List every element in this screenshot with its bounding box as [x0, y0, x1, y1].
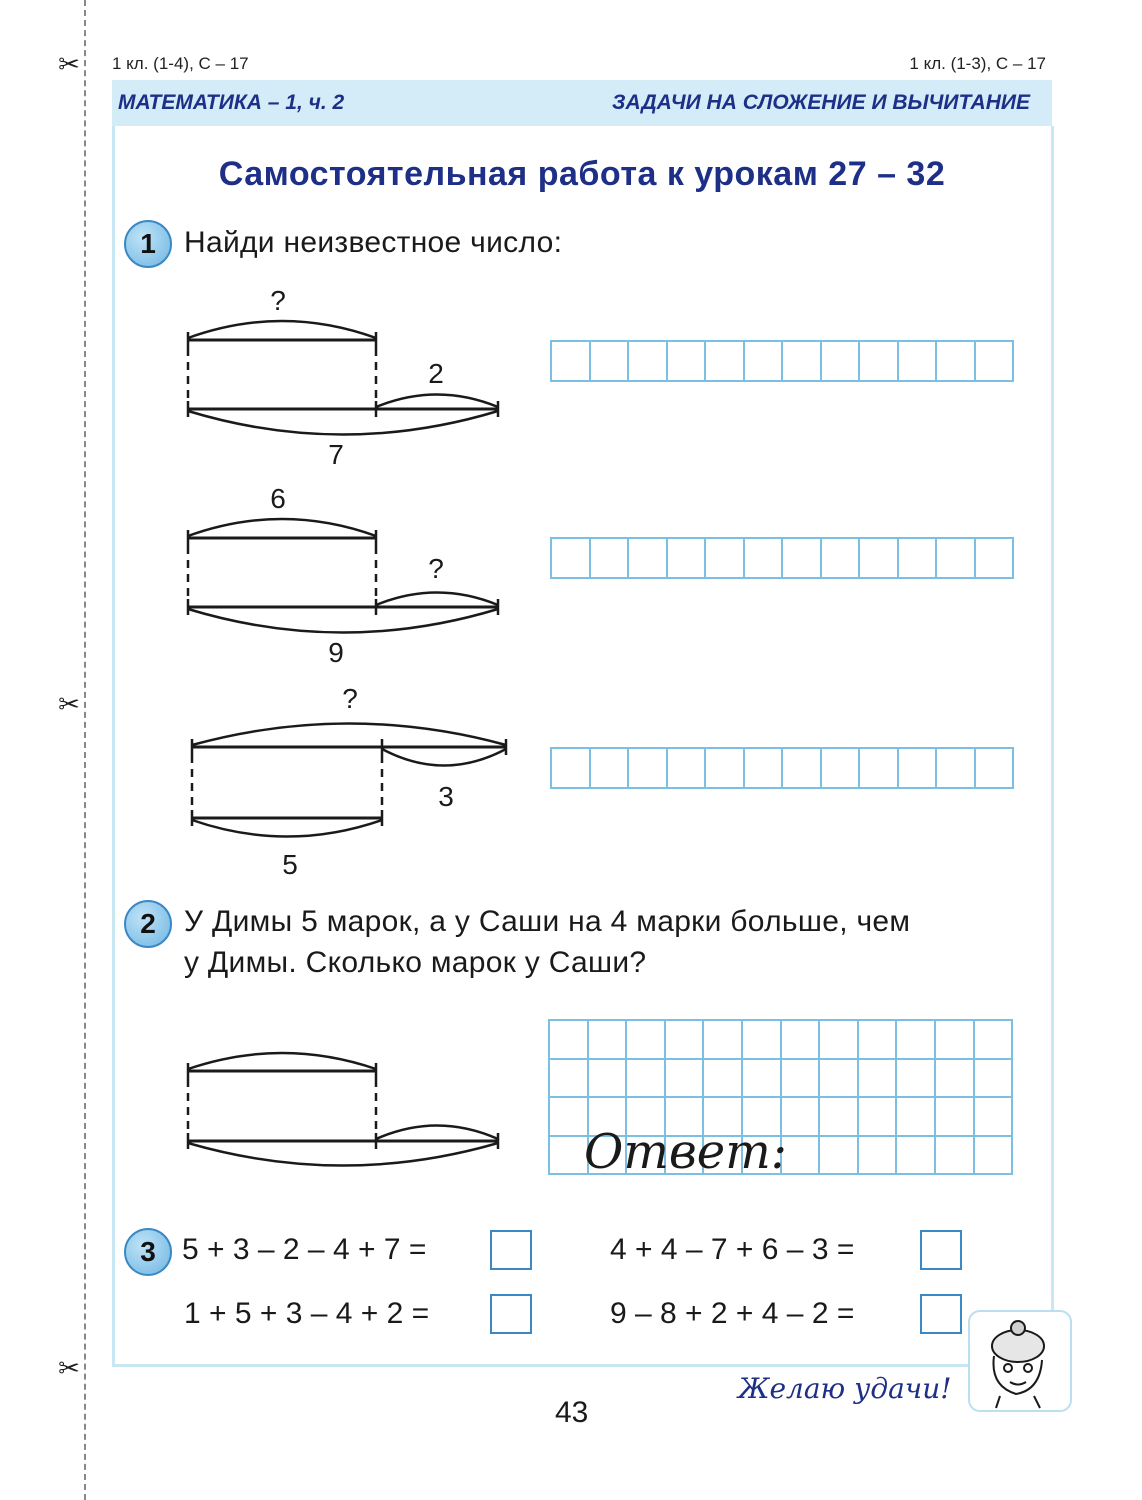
segment-diagram-task2 — [170, 1010, 520, 1180]
grid-cell[interactable] — [552, 342, 591, 382]
grid-cell[interactable] — [591, 749, 630, 789]
grid-cell[interactable] — [745, 749, 784, 789]
scissors-icon: ✂ — [58, 690, 80, 720]
grid-cell[interactable] — [704, 1021, 743, 1060]
grid-cell[interactable] — [860, 539, 899, 579]
good-luck-text: Желаю удачи! — [738, 1372, 952, 1405]
diagram-top-label: ? — [270, 285, 286, 316]
grid-cell[interactable] — [783, 342, 822, 382]
grid-cell[interactable] — [897, 1021, 936, 1060]
grid-cell[interactable] — [552, 539, 591, 579]
grid-cell[interactable] — [745, 342, 784, 382]
answer-box[interactable] — [920, 1230, 962, 1270]
grid-cell[interactable] — [627, 1060, 666, 1099]
grid-cell[interactable] — [897, 1137, 936, 1176]
diagram-small-label: 2 — [428, 358, 444, 389]
grid-cell[interactable] — [743, 1060, 782, 1099]
grid-cell[interactable] — [820, 1137, 859, 1176]
grid-cell[interactable] — [666, 1021, 705, 1060]
grid-cell[interactable] — [976, 749, 1015, 789]
diagram-bottom-label: 5 — [282, 849, 298, 878]
expression-3: 1 + 5 + 3 – 4 + 2 = — [184, 1297, 430, 1330]
grid-cell[interactable] — [937, 342, 976, 382]
grid-cell[interactable] — [666, 1060, 705, 1099]
grid-cell[interactable] — [937, 749, 976, 789]
grid-cell[interactable] — [550, 1098, 589, 1137]
grid-cell[interactable] — [552, 749, 591, 789]
answer-cells[interactable] — [550, 747, 1014, 789]
grid-cell[interactable] — [782, 1060, 821, 1099]
scissors-icon: ✂ — [58, 50, 80, 80]
grid-cell[interactable] — [975, 1137, 1014, 1176]
grid-cell[interactable] — [591, 342, 630, 382]
task1-text: Найди неизвестное число: — [184, 226, 563, 259]
grid-cell[interactable] — [976, 342, 1015, 382]
task2-line1: У Димы 5 марок, а у Саши на 4 марки больше, чем — [184, 905, 911, 938]
answer-box[interactable] — [920, 1294, 962, 1334]
grid-cell[interactable] — [783, 539, 822, 579]
diagram-small-label: ? — [428, 553, 444, 584]
grid-cell[interactable] — [975, 1098, 1014, 1137]
diagram-bottom-label: 9 — [328, 637, 344, 668]
grid-cell[interactable] — [668, 342, 707, 382]
grid-cell[interactable] — [822, 539, 861, 579]
grid-cell[interactable] — [668, 749, 707, 789]
grid-cell[interactable] — [629, 749, 668, 789]
task-number-badge: 3 — [124, 1228, 172, 1276]
grid-cell[interactable] — [897, 1098, 936, 1137]
grid-cell[interactable] — [860, 749, 899, 789]
grid-cell[interactable] — [782, 1021, 821, 1060]
grid-cell[interactable] — [820, 1098, 859, 1137]
grid-cell[interactable] — [975, 1021, 1014, 1060]
expression-1: 5 + 3 – 2 – 4 + 7 = — [182, 1233, 427, 1266]
grid-cell[interactable] — [589, 1060, 628, 1099]
mascot-frame — [968, 1310, 1072, 1412]
grid-cell[interactable] — [937, 539, 976, 579]
right-code: 1 кл. (1-3), С – 17 — [909, 54, 1046, 73]
answer-cells[interactable] — [550, 340, 1014, 382]
grid-cell[interactable] — [591, 539, 630, 579]
grid-cell[interactable] — [629, 342, 668, 382]
grid-cell[interactable] — [550, 1060, 589, 1099]
cut-line — [84, 0, 86, 1500]
grid-cell[interactable] — [936, 1021, 975, 1060]
grid-cell[interactable] — [859, 1060, 898, 1099]
grid-cell[interactable] — [706, 342, 745, 382]
grid-cell[interactable] — [936, 1137, 975, 1176]
grid-cell[interactable] — [704, 1060, 743, 1099]
expression-2: 4 + 4 – 7 + 6 – 3 = — [610, 1233, 855, 1266]
grid-cell[interactable] — [627, 1021, 666, 1060]
page-title: Самостоятельная работа к урокам 27 – 32 — [218, 155, 946, 193]
grid-cell[interactable] — [976, 539, 1015, 579]
grid-cell[interactable] — [820, 1060, 859, 1099]
grid-cell[interactable] — [859, 1137, 898, 1176]
task-number-badge: 2 — [124, 900, 172, 948]
scissors-icon: ✂ — [58, 1354, 80, 1384]
grid-cell[interactable] — [936, 1060, 975, 1099]
diagram-bottom-label: 7 — [328, 439, 344, 470]
left-code: 1 кл. (1-4), С – 17 — [112, 54, 249, 73]
page-number: 43 — [555, 1396, 589, 1429]
grid-cell[interactable] — [936, 1098, 975, 1137]
segment-diagram-3 — [170, 678, 530, 878]
grid-cell[interactable] — [859, 1021, 898, 1060]
grid-cell[interactable] — [860, 342, 899, 382]
answer-box[interactable] — [490, 1230, 532, 1270]
task-number-badge: 1 — [124, 220, 172, 268]
grid-cell[interactable] — [550, 1021, 589, 1060]
subject-label: МАТЕМАТИКА – 1, ч. 2 — [118, 91, 345, 114]
diagram-small-label: 3 — [438, 781, 454, 812]
grid-cell[interactable] — [782, 1137, 821, 1176]
segment-diagram-2 — [170, 478, 520, 678]
grid-cell[interactable] — [859, 1098, 898, 1137]
grid-cell[interactable] — [706, 539, 745, 579]
diagram-top-label: ? — [342, 683, 358, 714]
grid-cell[interactable] — [550, 1137, 589, 1176]
grid-cell[interactable] — [782, 1098, 821, 1137]
expression-4: 9 – 8 + 2 + 4 – 2 = — [610, 1297, 855, 1330]
grid-cell[interactable] — [899, 539, 938, 579]
grid-cell[interactable] — [822, 749, 861, 789]
boy-face-icon — [970, 1312, 1070, 1410]
grid-cell[interactable] — [589, 1021, 628, 1060]
grid-cell[interactable] — [975, 1060, 1014, 1099]
grid-cell[interactable] — [668, 539, 707, 579]
answer-cells[interactable] — [550, 537, 1014, 579]
grid-cell[interactable] — [783, 749, 822, 789]
grid-cell[interactable] — [899, 749, 938, 789]
answer-box[interactable] — [490, 1294, 532, 1334]
grid-cell[interactable] — [897, 1060, 936, 1099]
task2-line2: у Димы. Сколько марок у Саши? — [184, 946, 647, 979]
grid-cell[interactable] — [629, 539, 668, 579]
topic-label: ЗАДАЧИ НА СЛОЖЕНИЕ И ВЫЧИТАНИЕ — [612, 91, 1030, 114]
grid-cell[interactable] — [706, 749, 745, 789]
grid-cell[interactable] — [899, 342, 938, 382]
grid-cell[interactable] — [822, 342, 861, 382]
grid-cell[interactable] — [745, 539, 784, 579]
grid-cell[interactable] — [820, 1021, 859, 1060]
diagram-top-label: 6 — [270, 483, 286, 514]
segment-diagram-1 — [170, 280, 520, 480]
grid-cell[interactable] — [743, 1021, 782, 1060]
answer-label: Ответ: — [584, 1124, 787, 1180]
